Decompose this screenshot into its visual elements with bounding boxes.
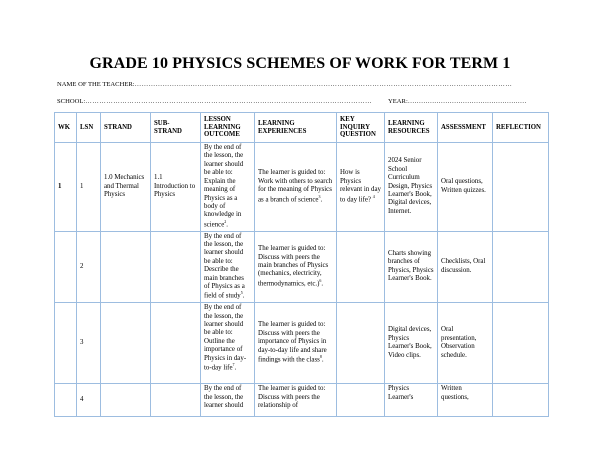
school-label: SCHOOL: <box>57 98 86 105</box>
year-dotted-blank: ……………………………………………… <box>407 98 527 105</box>
cell-outcome: By the end of the lesson, the learner should <box>201 384 255 417</box>
table-header-row <box>55 113 549 143</box>
cell-experiences: The learner is guided to: Discuss with peers the main branches of Physics (mechanics, electricity, thermodynamics, etc.)$^6$. <box>255 231 337 303</box>
header-wk: WK <box>55 113 77 143</box>
cell-wk <box>55 384 77 417</box>
cell-strand <box>101 303 151 384</box>
cell-resources: 2024 Senior School Curriculum Design, Physics Learner's Book, Digital devices, Internet. <box>385 143 438 232</box>
cell-lsn: 4 <box>77 384 101 417</box>
cell-inquiry <box>337 303 385 384</box>
table-row <box>55 143 549 232</box>
header-outcome: LESSON LEARNING OUTCOME <box>201 113 255 143</box>
teacher-dotted-blank: ……………………………………………………………………………………………………………………………………………… <box>134 81 513 88</box>
cell-resources: Physics Learner's <box>385 384 438 417</box>
year-label: YEAR: <box>388 98 408 105</box>
table-row <box>55 384 549 417</box>
cell-inquiry <box>337 384 385 417</box>
cell-sub-strand <box>151 303 201 384</box>
cell-outcome: By the end of the lesson, the learner should be able to: Outline the importance of Physics in day-to-day life$^7$. <box>201 303 255 384</box>
cell-sub-strand <box>151 384 201 417</box>
header-inquiry: KEY INQUIRY QUESTION <box>337 113 385 143</box>
cell-reflection <box>493 384 549 417</box>
header-experiences: LEARNING EXPERIENCES <box>255 113 337 143</box>
cell-wk: 1 <box>55 143 77 232</box>
cell-sub-strand <box>151 231 201 303</box>
teacher-label: NAME OF THE TEACHER: <box>57 81 135 88</box>
cell-assessment: Written questions, <box>438 384 493 417</box>
cell-outcome: By the end of the lesson, the learner should be able to: Explain the meaning of Physics as a body of knowledge in science$^2$. <box>201 143 255 232</box>
cell-experiences: The learner is guided to: Discuss with peers the importance of Physics in day-to-day life and share findings with the class$^8$. <box>255 303 337 384</box>
cell-assessment: Oral presentation, Observation schedule. <box>438 303 493 384</box>
cell-sub-strand: 1.1 Introduction to Physics <box>151 143 201 232</box>
cell-reflection <box>493 303 549 384</box>
cell-strand: 1.0 Mechanics and Thermal Physics <box>101 143 151 232</box>
cell-resources: Digital devices, Physics Learner's Book, Video clips. <box>385 303 438 384</box>
cell-inquiry <box>337 231 385 303</box>
cell-strand <box>101 231 151 303</box>
cell-strand <box>101 384 151 417</box>
cell-reflection <box>493 143 549 232</box>
cell-experiences: The learner is guided to: Discuss with peers the relationship of <box>255 384 337 417</box>
scheme-table <box>54 112 549 417</box>
cell-reflection <box>493 231 549 303</box>
cell-lsn: 2 <box>77 231 101 303</box>
year-line <box>388 98 526 105</box>
header-resources: LEARNING RESOURCES <box>385 113 438 143</box>
cell-wk <box>55 231 77 303</box>
header-lsn: LSN <box>77 113 101 143</box>
page-title: GRADE 10 PHYSICS SCHEMES OF WORK FOR TERM 1 <box>89 55 511 72</box>
cell-resources: Charts showing branches of Physics, Physics Learner's Book. <box>385 231 438 303</box>
school-line <box>57 98 387 105</box>
cell-experiences: The learner is guided to: Work with others to search for the meaning of Physics as a branch of science$^3$. <box>255 143 337 232</box>
cell-assessment: Oral questions, Written quizzes. <box>438 143 493 232</box>
table-row <box>55 231 549 303</box>
header-reflection: REFLECTION <box>493 113 549 143</box>
table-row <box>55 303 549 384</box>
cell-lsn: 3 <box>77 303 101 384</box>
cell-lsn: 1 <box>77 143 101 232</box>
cell-wk <box>55 303 77 384</box>
cell-outcome: By the end of the lesson, the learner should be able to: Describe the main branches of Physics as a field of study$^5$. <box>201 231 255 303</box>
teacher-name-line <box>57 81 547 88</box>
school-dotted-blank: …………………………………………………………………………………………………………… <box>85 98 372 105</box>
cell-inquiry: How is Physics relevant in day to day life? $^4$ <box>337 143 385 232</box>
header-strand: STRAND <box>101 113 151 143</box>
header-assessment: ASSESSMENT <box>438 113 493 143</box>
cell-assessment: Checklists, Oral discussion. <box>438 231 493 303</box>
header-sub-strand: SUB-STRAND <box>151 113 201 143</box>
